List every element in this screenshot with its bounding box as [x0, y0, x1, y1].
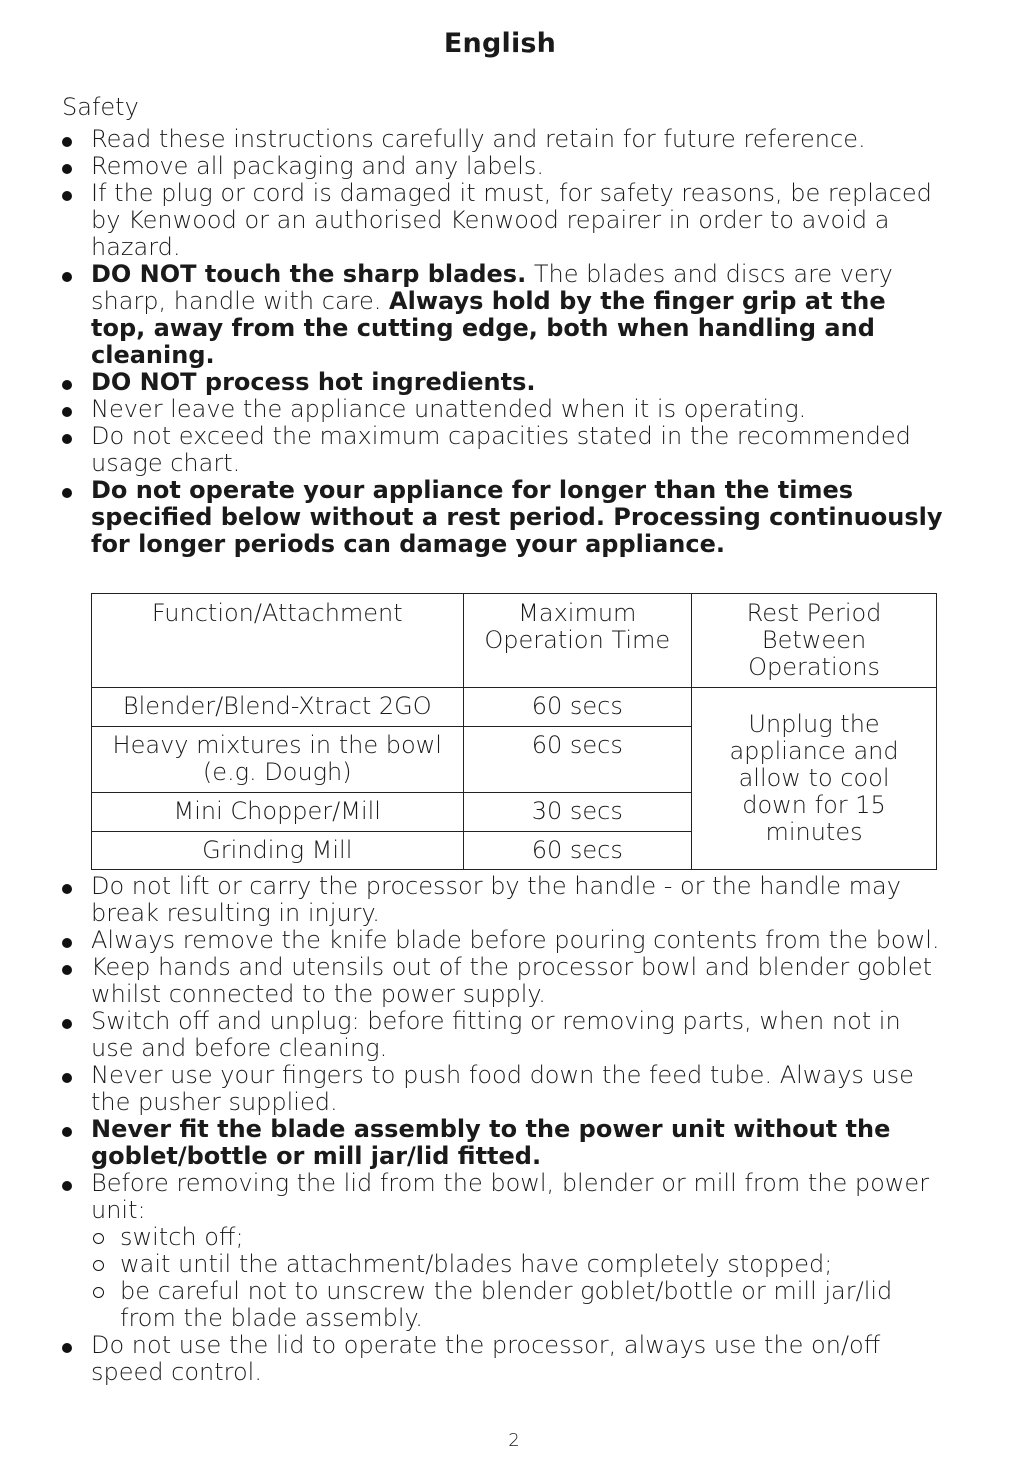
- page-number: 2: [508, 1430, 520, 1451]
- operation-times-table: [91, 593, 937, 870]
- list-item: Do not operate your appliance for longer than the times specified below without a rest period. Processing continuously for longer periods can damage your appliance.: [58, 477, 948, 558]
- list-item: Read these instructions carefully and retain for future reference.: [58, 126, 948, 153]
- safety-list-continued: [58, 873, 948, 1386]
- table-cell: Grinding Mill: [92, 832, 464, 870]
- sub-list-item: switch off;: [91, 1224, 948, 1251]
- list-item: Do not use the lid to operate the processor, always use the on/off speed control.: [58, 1332, 948, 1386]
- list-item: Never leave the appliance unattended when it is operating.: [58, 396, 948, 423]
- table-header-row: [92, 594, 937, 688]
- sub-list-item: wait until the attachment/blades have completely stopped;: [91, 1251, 948, 1278]
- sub-list: [91, 1224, 948, 1332]
- table-cell: Heavy mixtures in the bowl (e.g. Dough): [92, 727, 464, 793]
- list-item: Keep hands and utensils out of the processor bowl and blender goblet whilst connected to the power supply.: [58, 954, 948, 1008]
- list-item: Never fit the blade assembly to the power unit without the goblet/bottle or mill jar/lid fitted.: [58, 1116, 948, 1170]
- page-title: English: [443, 28, 557, 59]
- table-header: Rest Period Between Operations: [692, 594, 937, 688]
- table-header: Function/Attachment: [92, 594, 464, 688]
- table-cell: 60 secs: [463, 688, 692, 727]
- list-item: DO NOT process hot ingredients.: [58, 369, 948, 396]
- safety-list: [58, 126, 948, 558]
- list-item: Before removing the lid from the bowl, blender or mill from the power unit: switch off; wait until the attachment/blades have completely stopped; be careful not to unscrew the blender goblet/bottle or mill jar/lid from the blade assembly.: [58, 1170, 948, 1332]
- list-item: Never use your fingers to push food down the feed tube. Always use the pusher supplied.: [58, 1062, 948, 1116]
- rest-period-cell: Unplug the appliance and allow to cool down for 15 minutes: [692, 688, 937, 870]
- table-row: [92, 688, 937, 727]
- list-item: Do not exceed the maximum capacities stated in the recommended usage chart.: [58, 423, 948, 477]
- sub-list-item: be careful not to unscrew the blender goblet/bottle or mill jar/lid from the blade assembly.: [91, 1278, 948, 1332]
- table-cell: Blender/Blend-Xtract 2GO: [92, 688, 464, 727]
- list-item: Remove all packaging and any labels.: [58, 153, 948, 180]
- table-cell: 60 secs: [463, 727, 692, 793]
- list-item: If the plug or cord is damaged it must, for safety reasons, be replaced by Kenwood or an authorised Kenwood repairer in order to avoid a hazard.: [58, 180, 948, 261]
- list-item: Switch off and unplug: before fitting or removing parts, when not in use and before cleaning.: [58, 1008, 948, 1062]
- list-item: Always remove the knife blade before pouring contents from the bowl.: [58, 927, 948, 954]
- table-cell: 60 secs: [463, 832, 692, 870]
- table-header: Maximum Operation Time: [463, 594, 692, 688]
- section-heading: Safety: [62, 93, 139, 121]
- table-cell: 30 secs: [463, 793, 692, 832]
- list-item: Do not lift or carry the processor by the handle - or the handle may break resulting in injury.: [58, 873, 948, 927]
- list-item: DO NOT touch the sharp blades. The blades and discs are very sharp, handle with care. Always hold by the finger grip at the top, away from the cutting edge, both when handling and cleaning.: [58, 261, 948, 369]
- table-cell: Mini Chopper/Mill: [92, 793, 464, 832]
